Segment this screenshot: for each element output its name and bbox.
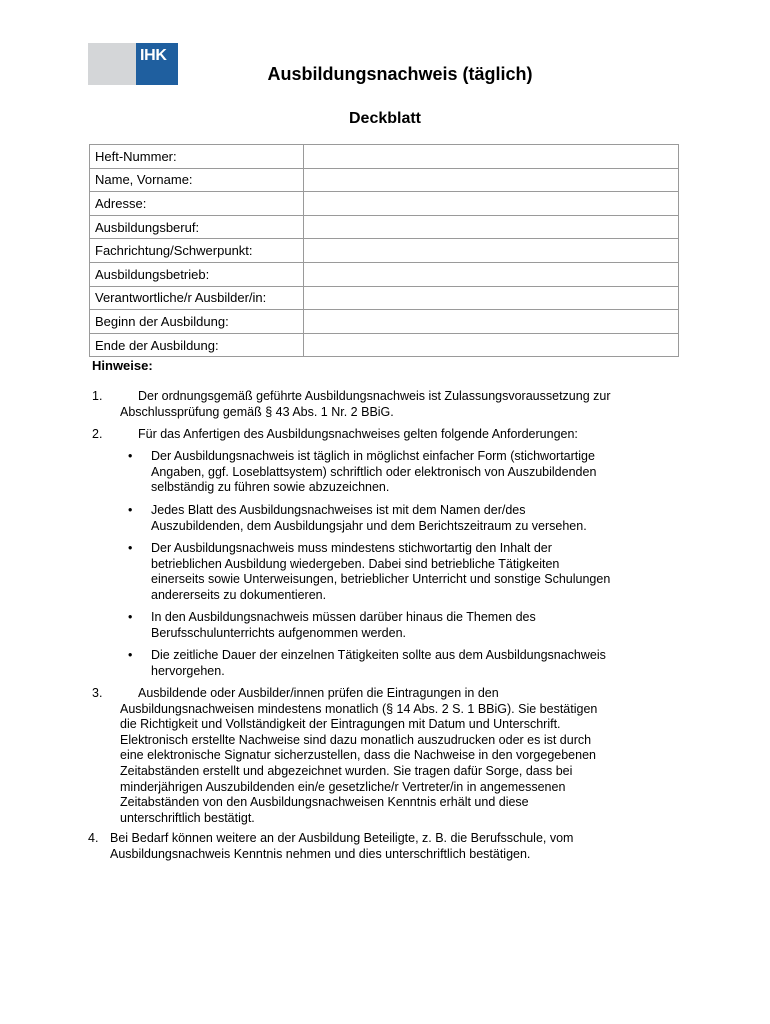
text-line: Zeitabständen von den Ausbildungsnachweisen Kenntnis erhält und diese: [120, 795, 529, 810]
list-item-text: [110, 831, 573, 862]
text-line: eine elektronische Signatur sicherzustellen, dass die Nachweise in den vorgegebenen: [120, 748, 596, 763]
list-item-text: [120, 389, 611, 420]
bullet-icon: •: [128, 648, 133, 662]
form-value-field[interactable]: [304, 239, 679, 263]
form-label: Ausbildungsberuf:: [90, 215, 304, 239]
text-line: Ausbildende oder Ausbilder/innen prüfen die Eintragungen in den: [138, 686, 499, 700]
document-subtitle: Deckblatt: [348, 110, 422, 127]
text-line: Bei Bedarf können weitere an der Ausbildung Beteiligte, z. B. die Berufsschule, vom: [110, 831, 574, 845]
form-label: Beginn der Ausbildung:: [90, 310, 304, 334]
bullet-item-text: [151, 449, 596, 496]
text-line: Angaben, ggf. Loseblattsystem) schriftlich oder elektronisch von Auszubildenden: [151, 464, 597, 479]
text-line: Ausbildungsnachweisen mindestens monatlich (§ 14 Abs. 2 S. 1 BBiG). Sie bestätigen: [120, 701, 598, 716]
bullet-icon: •: [128, 610, 133, 624]
text-line: selbständig zu führen sowie abzuzeichnen.: [151, 480, 390, 495]
text-line: Auszubildenden, dem Ausbildungsjahr und dem Berichtszeitraum zu versehen.: [151, 518, 587, 533]
text-line: andererseits zu dokumentieren.: [151, 587, 327, 602]
form-value-field[interactable]: [304, 262, 679, 286]
text-line: Die zeitliche Dauer der einzelnen Tätigkeiten sollte aus dem Ausbildungsnachweis: [151, 648, 606, 662]
form-row-heft-nummer: [90, 145, 679, 169]
text-line: unterschriftlich bestätigt.: [120, 810, 255, 825]
form-value-field[interactable]: [304, 333, 679, 357]
form-row-ausbildungsbetrieb: [90, 262, 679, 286]
text-line: Berufsschulunterrichts aufgenommen werden.: [151, 625, 406, 640]
bullet-item-text: [151, 541, 610, 603]
cover-form-table: [89, 144, 679, 357]
form-label: Verantwortliche/r Ausbilder/in:: [90, 286, 304, 310]
form-value-field[interactable]: [304, 145, 679, 169]
form-label: Fachrichtung/Schwerpunkt:: [90, 239, 304, 263]
text-line: minderjährigen Auszubildenden ein/e gesetzliche/r Vertreter/in in angemessenen: [120, 779, 566, 794]
form-row-beginn: [90, 310, 679, 334]
form-row-fachrichtung: [90, 239, 679, 263]
text-line: Der Ausbildungsnachweis muss mindestens stichwortartig den Inhalt der: [151, 541, 552, 555]
form-row-adresse: [90, 192, 679, 216]
form-value-field[interactable]: [304, 168, 679, 192]
text-line: Der Ausbildungsnachweis ist täglich in möglichst einfacher Form (stichwortartige: [151, 449, 595, 463]
list-number: 3.: [92, 686, 103, 700]
list-number: 4.: [88, 831, 99, 845]
bullet-item-text: [151, 610, 536, 641]
text-line: Der ordnungsgemäß geführte Ausbildungsnachweis ist Zulassungsvoraussetzung zur: [138, 389, 611, 403]
text-line: Zeitabständen erstellt und abgezeichnet wurden. Sie tragen dafür Sorge, dass bei: [120, 763, 573, 778]
list-item-text: [120, 427, 578, 443]
text-line: hervorgehen.: [151, 663, 225, 678]
text-line: betrieblichen Ausbildung wiedergeben. Dabei sind betriebliche Tätigkeiten: [151, 556, 560, 571]
document-title: Ausbildungsnachweis (täglich): [267, 64, 533, 84]
text-line: Für das Anfertigen des Ausbildungsnachweises gelten folgende Anforderungen:: [138, 427, 578, 441]
list-number: 1.: [92, 389, 103, 403]
form-value-field[interactable]: [304, 192, 679, 216]
text-line: Ausbildungsnachweis Kenntnis nehmen und dies unterschriftlich bestätigen.: [110, 846, 531, 861]
form-row-ende: [90, 333, 679, 357]
form-value-field[interactable]: [304, 215, 679, 239]
form-label: Adresse:: [90, 192, 304, 216]
text-line: Abschlussprüfung gemäß § 43 Abs. 1 Nr. 2 BBiG.: [120, 404, 394, 419]
bullet-item-text: [151, 503, 587, 534]
bullet-item-text: [151, 648, 606, 679]
text-line: Jedes Blatt des Ausbildungsnachweises ist mit dem Namen der/des: [151, 503, 526, 517]
form-label: Heft-Nummer:: [90, 145, 304, 169]
text-line: die Richtigkeit und Vollständigkeit der Eintragungen mit Datum und Unterschrift.: [120, 717, 561, 732]
bullet-icon: •: [128, 541, 133, 555]
bullet-icon: •: [128, 503, 133, 517]
form-value-field[interactable]: [304, 286, 679, 310]
text-line: einerseits sowie Unterweisungen, betrieblicher Unterricht und sonstige Schulungen: [151, 572, 611, 587]
form-label: Ende der Ausbildung:: [90, 333, 304, 357]
hinweise-heading: Hinweise:: [92, 358, 153, 373]
form-row-name: [90, 168, 679, 192]
form-row-ausbilder: [90, 286, 679, 310]
form-row-ausbildungsberuf: [90, 215, 679, 239]
text-line: Elektronisch erstellte Nachweise sind dazu monatlich auszudrucken oder es ist durch: [120, 732, 592, 747]
form-value-field[interactable]: [304, 310, 679, 334]
bullet-icon: •: [128, 449, 133, 463]
text-line: In den Ausbildungsnachweis müssen darüber hinaus die Themen des: [151, 610, 536, 624]
form-label: Name, Vorname:: [90, 168, 304, 192]
list-item-text: [120, 686, 597, 826]
list-number: 2.: [92, 427, 103, 441]
form-label: Ausbildungsbetrieb:: [90, 262, 304, 286]
logo-text: IHK: [140, 47, 167, 64]
